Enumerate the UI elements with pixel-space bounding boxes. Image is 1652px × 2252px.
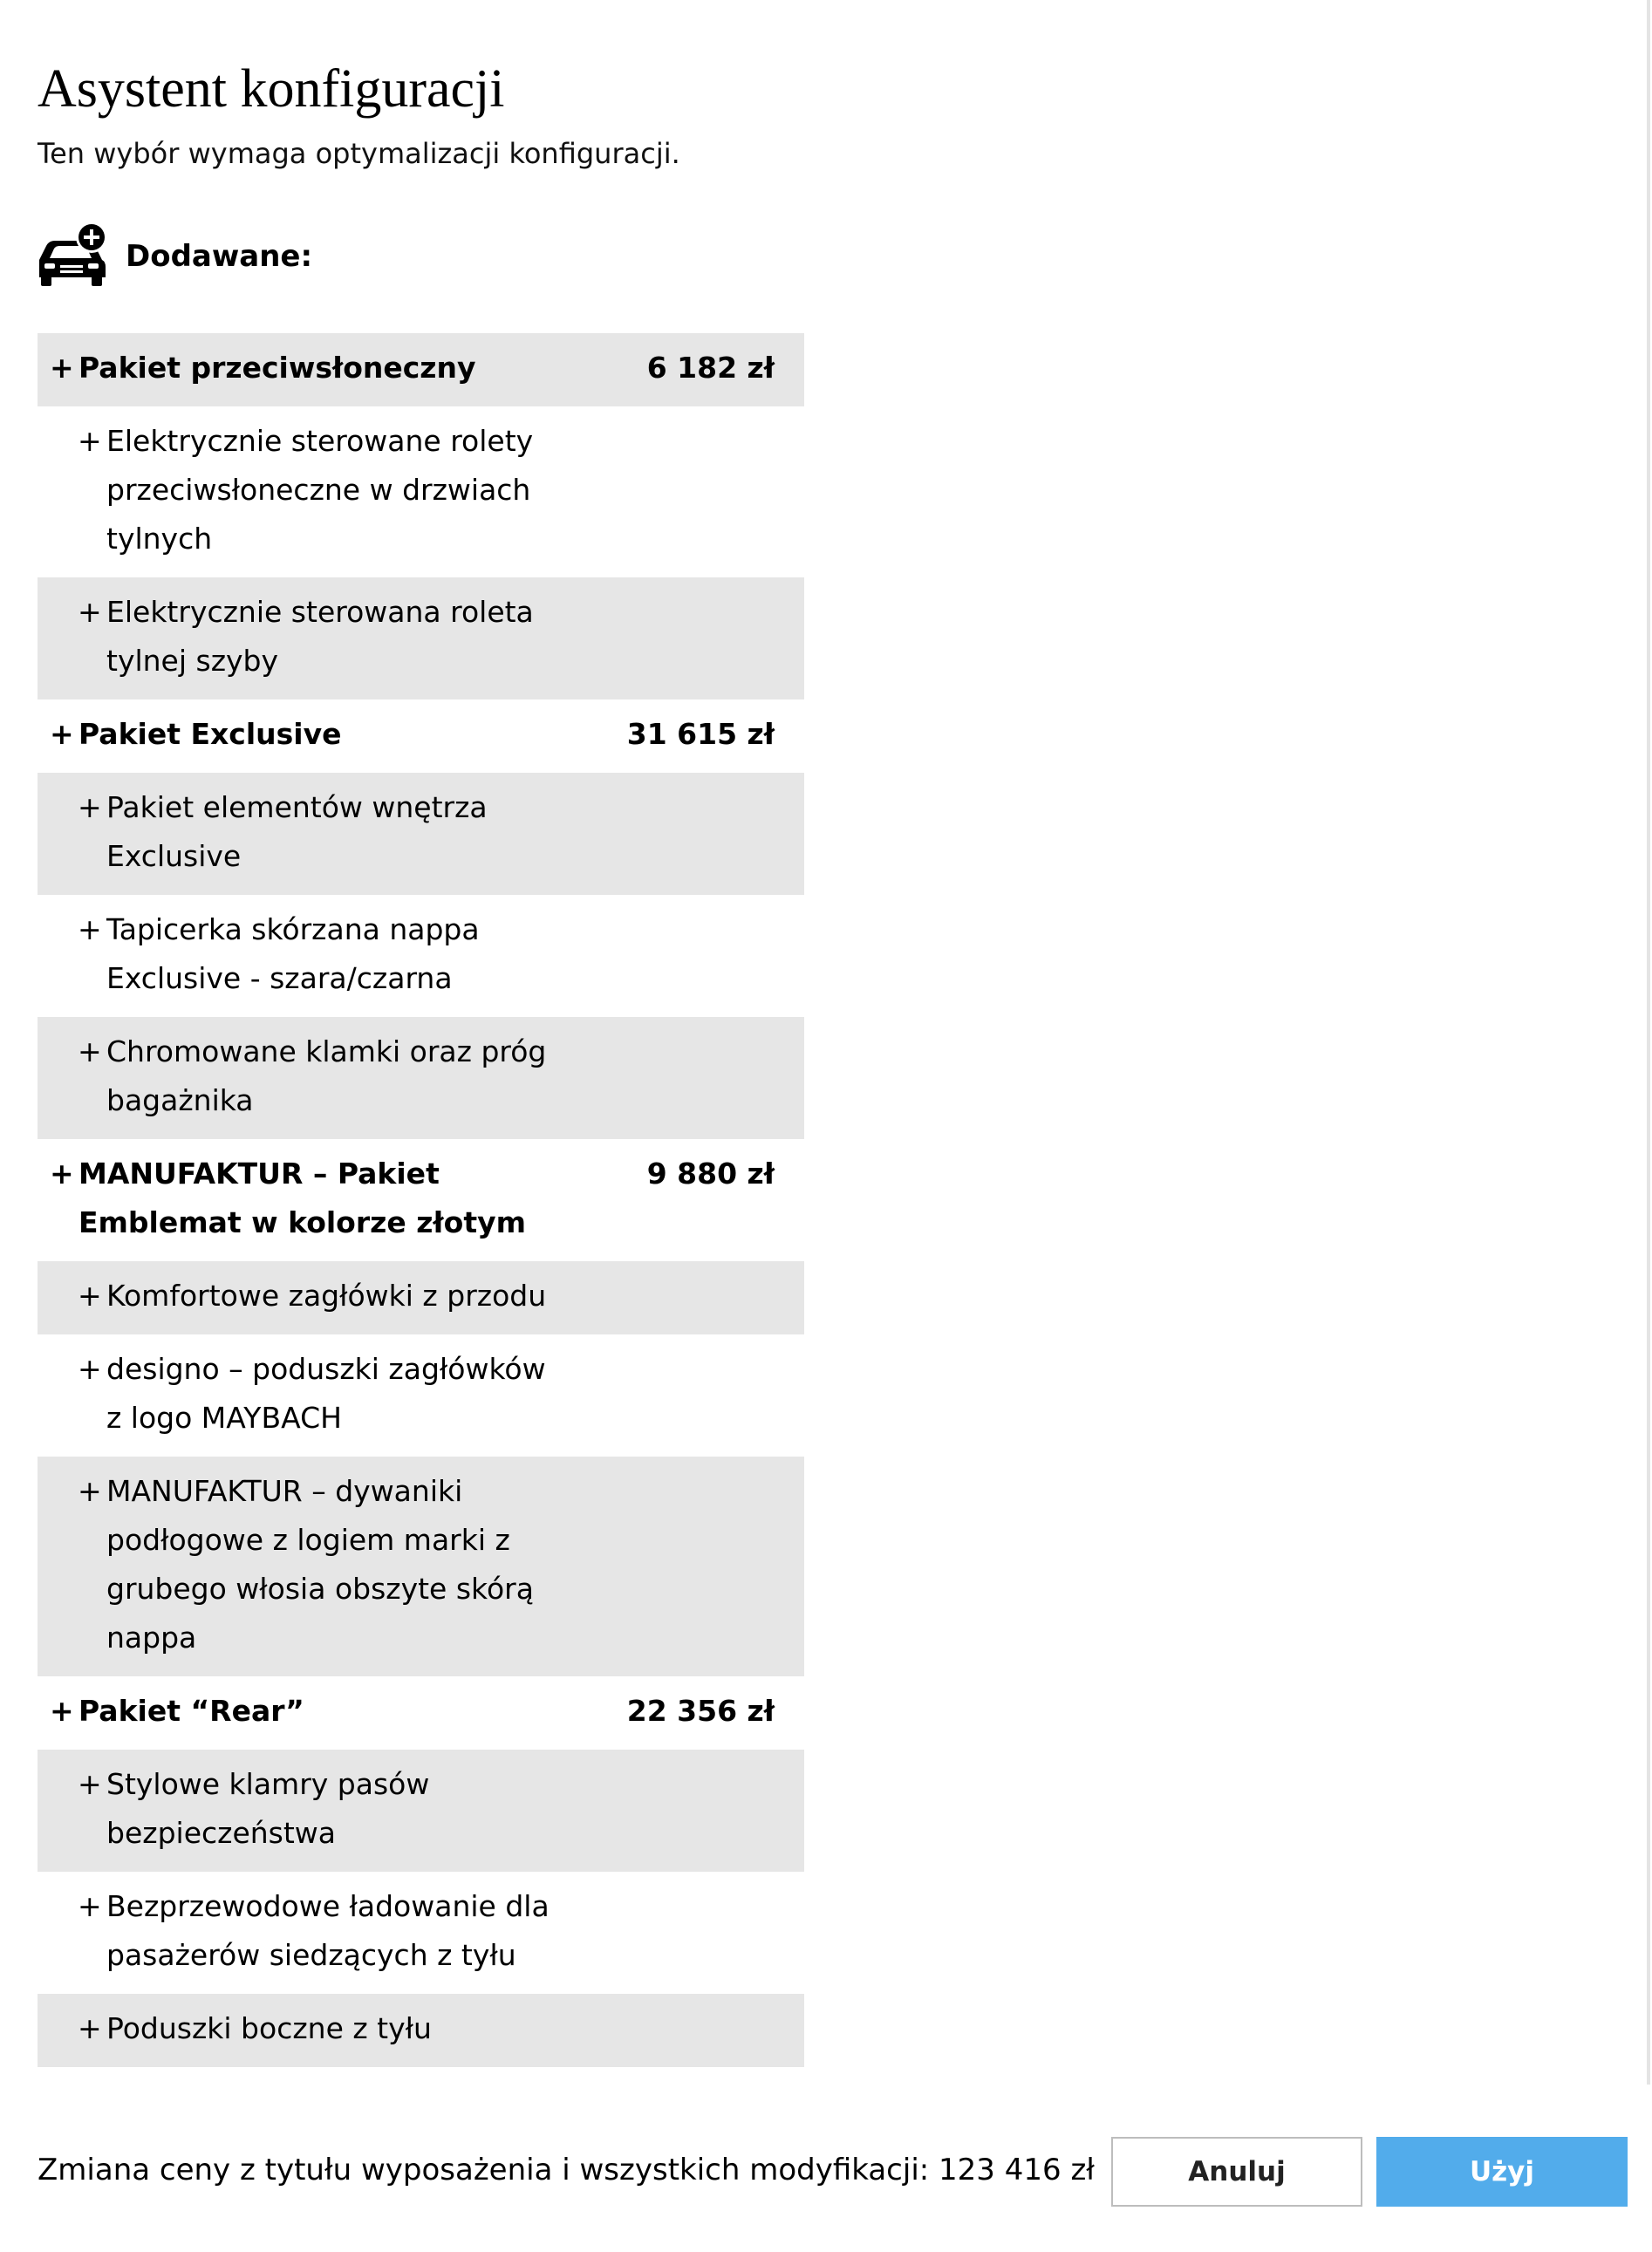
plus-icon: + (78, 595, 102, 629)
package-item-name: Chromowane klamki oraz próg bagażnika (106, 1034, 547, 1117)
row-label (38, 1882, 566, 1980)
package-item-row (38, 577, 804, 699)
package-item-row (38, 1457, 804, 1676)
row-label (38, 1272, 566, 1320)
package-row (38, 333, 804, 406)
package-row (38, 1139, 804, 1261)
package-name: Pakiet przeciwsłoneczny (79, 351, 476, 385)
package-price: 31 615 zł (626, 717, 775, 751)
row-label (38, 1345, 566, 1443)
added-label: Dodawane: (126, 239, 313, 274)
package-item-name: Tapicerka skórzana nappa Exclusive - szara/czarna (106, 912, 480, 995)
row-label (38, 588, 566, 686)
added-section-header (38, 222, 561, 291)
package-item-name: Elektrycznie sterowane rolety przeciwsłoneczne w drzwiach tylnych (106, 424, 534, 556)
package-item-name: Stylowe klamry pasów bezpieczeństwa (106, 1767, 430, 1850)
plus-icon: + (78, 1889, 102, 1923)
package-item-row (38, 406, 804, 577)
package-price (775, 417, 804, 563)
plus-icon: + (78, 912, 102, 946)
row-label (38, 344, 538, 392)
package-name: MANUFAKTUR – Pakiet Emblemat w kolorze złotym (79, 1157, 526, 1239)
package-item-name: Pakiet elementów wnętrza Exclusive (106, 790, 488, 873)
package-price (775, 1345, 804, 1443)
car-add-icon (38, 222, 111, 291)
package-item-name: designo – poduszki zagłówków z logo MAYBACH (106, 1352, 546, 1435)
package-price (775, 588, 804, 686)
row-label (38, 2004, 566, 2053)
package-item-row (38, 1994, 804, 2067)
plus-icon: + (78, 1034, 102, 1068)
row-label (38, 905, 566, 1003)
package-item-row (38, 1334, 804, 1457)
package-price (775, 1882, 804, 1980)
row-label (38, 1760, 566, 1858)
package-name: Pakiet Exclusive (79, 717, 342, 751)
package-price (775, 1467, 804, 1662)
dialog-title: Asystent konfiguracji (38, 59, 505, 119)
package-price: 9 880 zł (646, 1157, 775, 1191)
package-item-row (38, 895, 804, 1017)
dialog-subtitle: Ten wybór wymaga optymalizacji konfiguracji. (38, 137, 680, 170)
package-row (38, 1676, 804, 1750)
package-name: Pakiet “Rear” (79, 1694, 304, 1728)
package-item-name: Bezprzewodowe ładowanie dla pasażerów siedzących z tyłu (106, 1889, 550, 1972)
row-label (38, 1467, 566, 1662)
row-label (38, 710, 538, 759)
plus-icon: + (78, 2011, 102, 2045)
plus-icon: + (50, 717, 74, 751)
package-price: 22 356 zł (626, 1694, 775, 1728)
row-label (38, 1027, 566, 1125)
row-label (38, 783, 566, 881)
package-item-row (38, 1750, 804, 1872)
package-item-row (38, 773, 804, 895)
row-label (38, 1687, 538, 1736)
package-price (775, 1760, 804, 1858)
plus-icon: + (50, 1157, 74, 1191)
plus-icon: + (50, 1694, 74, 1728)
package-item-row (38, 1872, 804, 1994)
cancel-button[interactable]: Anuluj (1111, 2137, 1362, 2207)
plus-icon: + (78, 1767, 102, 1801)
row-label (38, 1150, 538, 1247)
plus-icon: + (78, 424, 102, 458)
package-price (775, 783, 804, 881)
package-price (775, 1027, 804, 1125)
package-row (38, 699, 804, 773)
package-item-name: MANUFAKTUR – dywaniki podłogowe z logiem marki z grubego włosia obszyte skórą nappa (106, 1474, 534, 1655)
added-items-list[interactable] (38, 333, 804, 2076)
plus-icon: + (78, 790, 102, 824)
scrollbar-track[interactable] (1647, 0, 1650, 2085)
package-price (775, 905, 804, 1003)
plus-icon: + (50, 351, 74, 385)
package-price: 6 182 zł (646, 351, 775, 385)
plus-icon: + (78, 1352, 102, 1386)
package-price (775, 2004, 804, 2053)
plus-icon: + (78, 1279, 102, 1313)
price-change-total: Zmiana ceny z tytułu wyposażenia i wszystkich modyfikacji: 123 416 zł (38, 2153, 1095, 2187)
package-item-name: Komfortowe zagłówki z przodu (106, 1279, 547, 1313)
package-item-row (38, 2067, 804, 2076)
package-item-row (38, 1017, 804, 1139)
package-item-row (38, 1261, 804, 1334)
package-item-name: Elektrycznie sterowana roleta tylnej szyby (106, 595, 534, 678)
apply-button[interactable]: Użyj (1376, 2137, 1628, 2207)
plus-icon: + (78, 1474, 102, 1508)
package-price (775, 1272, 804, 1320)
package-item-name: Poduszki boczne z tyłu (106, 2011, 432, 2045)
row-label (38, 417, 566, 563)
